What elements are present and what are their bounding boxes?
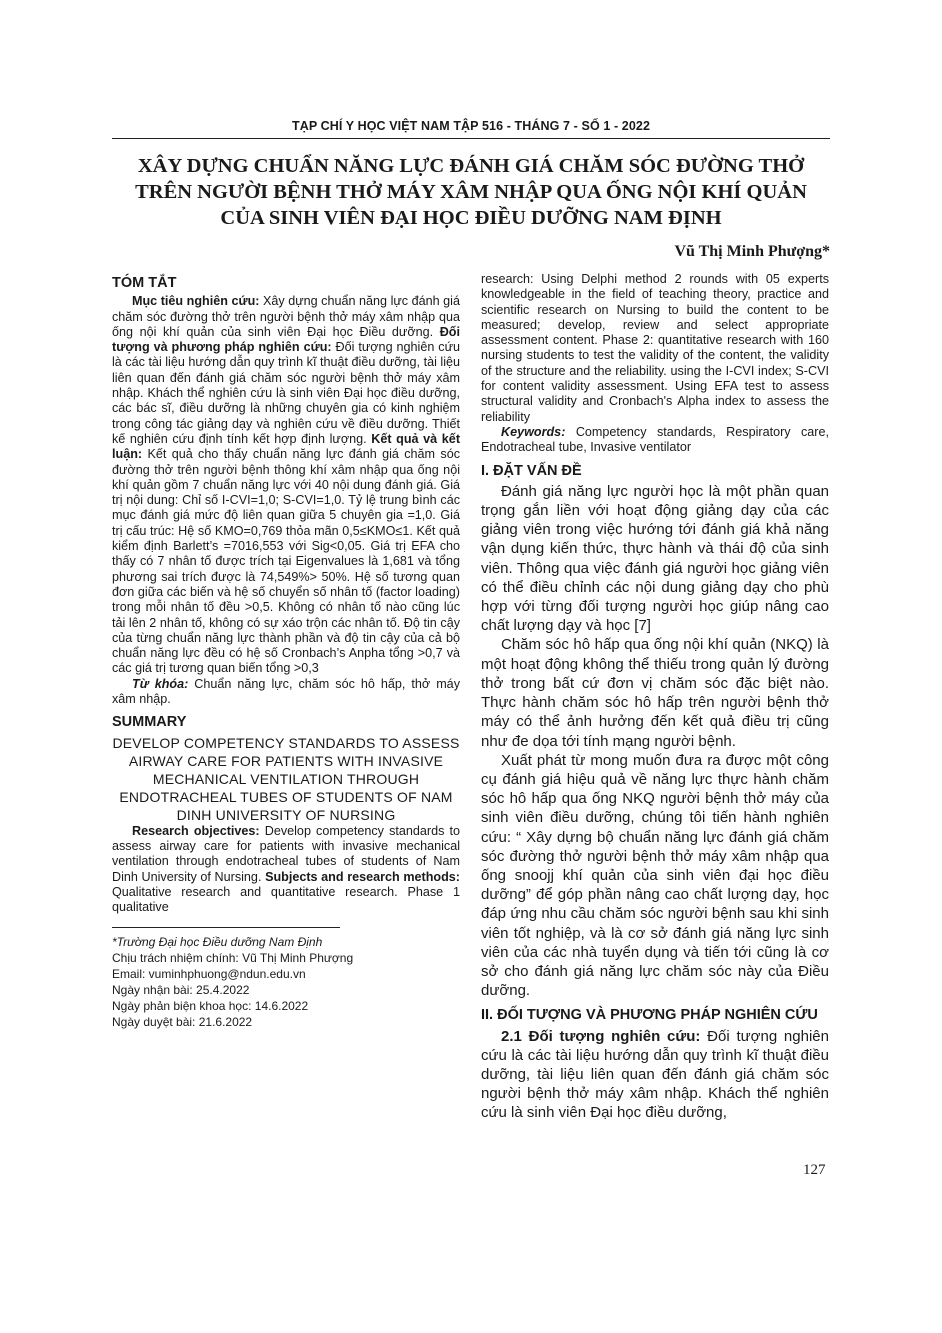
title-line-1: XÂY DỰNG CHUẨN NĂNG LỰC ĐÁNH GIÁ CHĂM SÓC ĐƯỜNG THỞ [137,155,805,177]
summary-title: DEVELOP COMPETENCY STANDARDS TO ASSESS AIRWAY CARE FOR PATIENTS WITH INVASIVE MECHANICAL VENTILATION THROUGH ENDOTRACHEAL TUBES OF STUDENTS OF NAM DINH UNIVERSITY OF NURSING [112,734,460,823]
summary-body [112,824,460,916]
footnote-reviewed: Ngày phản biện khoa học: 14.6.2022 [112,999,309,1014]
footnote-email: Email: vuminhphuong@ndun.edu.vn [112,967,306,982]
right-column [481,272,829,1123]
keywords-en-text: Competency standards, Respiratory care, Endotracheal tube, Invasive ventilator [481,424,829,455]
methods-en-text: Qualitative research and quantitative research. Phase 1 qualitative [112,884,460,915]
subjects-label: Đối tượng và phương pháp nghiên cứu: [112,324,460,355]
section2-sub-text: Đối tượng nghiên cứu là các tài liệu hướng dẫn quy trình kĩ thuật điều dưỡng, tài liệu liên quan đến đánh giá chăm sóc người bệnh thở máy xâm nhập. Khách thể nghiên cứu là sinh viên Đại học điều dưỡng, [481,1027,829,1122]
section2-heading: II. ĐỐI TƯỢNG VÀ PHƯƠNG PHÁP NGHIÊN CỨU [481,1007,818,1024]
abstract-vi-keywords [112,677,460,708]
objective-text: Xây dựng chuẩn năng lực đánh giá chăm sóc đường thở trên người bệnh thở máy xâm nhập qua ống nội khí quản của sinh viên Đại học Điều dưỡng. [112,294,460,339]
results-label: Kết quả và kết luận: [112,431,461,462]
section2-sub-label: 2.1 Đối tượng nghiên cứu: [501,1027,701,1045]
header-rule [112,138,830,139]
title-line-3: CỦA SINH VIÊN ĐẠI HỌC ĐIỀU DƯỠNG NAM ĐỊNH [220,207,722,229]
footnote-affiliation: *Trường Đại học Điều dưỡng Nam Định [112,935,323,950]
results-text: Kết quả cho thấy chuẩn năng lực đánh giá chăm sóc đường thở trên người bệnh thông khí xâm nhập qua ống nội khí quản gồm 7 chuẩn năng lực với 40 nội dung đánh giá. Giá trị nội dung: Chỉ số I-CVI=1,0; S-CVI=1,0. Tỷ lệ trung bình các mục đánh giá mức độ liên quan giữa 5 chuyên gia =1,0. Giá trị cấu trúc: Hệ số KMO=0,769 thỏa mãn 0,5≤KMO≤1. Kết quả kiểm định Barlett’s =7016,553 với Sig<0,05. Giá trị EFA cho thấy có 7 nhân tố được trích tại Eigenvalues là 1,681 và tổng phương sai trích được là 74,549%> 50%. Hệ số tương quan đơn giữa các biến và hệ số chuyển số nhân tố (factor loading) trong mỗi nhân tố đều >0,5. Không có nhân tố nào cũng lúc tải lên 2 nhân tố, không có sự xáo trộn các nhân tố. Độ tin cậy của từng chuẩn năng lực thành phần và độ tin cậy của cả bộ chuẩn năng lực đều có hệ số Cronbach’s Anpha tổng >0,7 và các giá trị tương quan biến tổng >0,3 [112,447,460,676]
section2-paragraph [481,1027,829,1123]
footnote [112,934,460,1030]
keywords-vi-text: Chuẩn năng lực, chăm sóc hô hấp, thở máy xâm nhập. [112,676,460,707]
article-title [112,153,830,231]
objective-label: Mục tiêu nghiên cứu: [132,294,260,309]
author: Vũ Thị Minh Phượng* [674,243,830,260]
summary-keywords [481,425,829,456]
objectives-en-label: Research objectives: [132,823,260,838]
keywords-en-label: Keywords: [501,424,566,439]
methods-en-label: Subjects and research methods: [261,869,460,884]
footnote-approved: Ngày duyệt bài: 21.6.2022 [112,1015,253,1030]
footnote-rule [112,927,340,928]
abstract-heading: TÓM TẮT [112,275,177,291]
journal-header: TẠP CHÍ Y HỌC VIỆT NAM TẬP 516 - THÁNG 7 - SỐ 1 - 2022 [291,119,651,133]
summary-continued: research: Using Delphi method 2 rounds with 05 experts knowledgeable in the field of teaching theory, practice and scientific research on Nursing to build the content to be measured; develop, review and select appropriate assessment content. Phase 2: quantitative research with 160 nursing students to test the validity of the content, the validity of the structure and the reliability. using the I-CVI index; S-CVI for content validity assessment. Using EFA test to assess structural validity and Cronbach's Alpha index to assess the reliability [481,272,829,424]
section1-paragraph-1: Đánh giá năng lực người học là một phần quan trọng gắn liền với hoạt động giảng dạy của các giảng viên trong việc hướng tới đánh giá khả năng vận dụng kiến thức, thực hành và thái độ của sinh viên. Thông qua việc đánh giá người học giảng viên có thể điều chỉnh các nội dung giảng dạy cho phù hợp với từng đối tượng người học giúp nâng cao chất lượng dạy và học [7] [481,482,829,635]
title-line-2: TRÊN NGƯỜI BỆNH THỞ MÁY XÂM NHẬP QUA ỐNG NỘI KHÍ QUẢN [135,181,807,203]
section1-paragraph-2: Chăm sóc hô hấp qua ống nội khí quản (NKQ) là một hoạt động không thể thiếu trong quản lý đường thở trong bất cứ đơn vị chăm sóc đặc biệt nào. Thực hành chăm sóc hô hấp trên người bệnh thở máy có thể ảnh hưởng đến kết quả điều trị cũng như đe dọa tới tính mạng người bệnh. [481,636,829,750]
objectives-en-text: Develop competency standards to assess airway care for patients with invasive mechanical ventilation through endotracheal tubes of students of Nam Dinh University of Nursing. [112,823,460,884]
footnote-received: Ngày nhận bài: 25.4.2022 [112,983,250,998]
left-column [112,272,460,1030]
summary-heading: SUMMARY [112,714,187,731]
page-number: 127 [803,1162,826,1178]
footnote-responsible: Chịu trách nhiệm chính: Vũ Thị Minh Phượng [112,951,354,966]
subjects-text: Đối tượng nghiên cứu là các tài liệu hướng dẫn quy trình kĩ thuật điều dưỡng, tài liệu liên quan đến đánh giá chăm sóc người bệnh thở máy xâm nhập. Khách thể nghiên cứu là sinh viên Đại học điều dưỡng, các bác sĩ, điều dưỡng là những chuyên gia có kinh nghiệm trong công tác giảng dạy và nghiên cứu về điều dưỡng. Thiết kế nghiên cứu định tính kết hợp định lượng. [112,340,461,446]
abstract-vi-body [112,294,460,676]
section1-heading: I. ĐẶT VẤN ĐỀ [481,462,582,479]
keywords-vi-label: Từ khóa: [132,676,189,691]
section1-paragraph-3: Xuất phát từ mong muốn đưa ra được một công cụ đánh giá hiệu quả về năng lực thực hành chăm sóc hô hấp qua ống NKQ người bệnh thở máy của sinh viên điều dưỡng, chúng tôi tiến hành nghiên cứu: “ Xây dựng bộ chuẩn năng lực đánh giá chăm sóc đường thở người bệnh thở máy xâm nhập qua ống snoojj khí quản của sinh viên đại học điều dưỡng” để góp phần nâng cao chất lượng dạy, học đáp ứng nhu cầu chăm sóc người bệnh sau khi sinh viên tốt nghiệp, và là cơ sở đánh giá năng lực sinh viên của các nhà tuyển dụng và tiến tới cũng là cơ sở cho đánh giá năng lực chăm sóc này của Điều dưỡng. [481,751,829,1000]
